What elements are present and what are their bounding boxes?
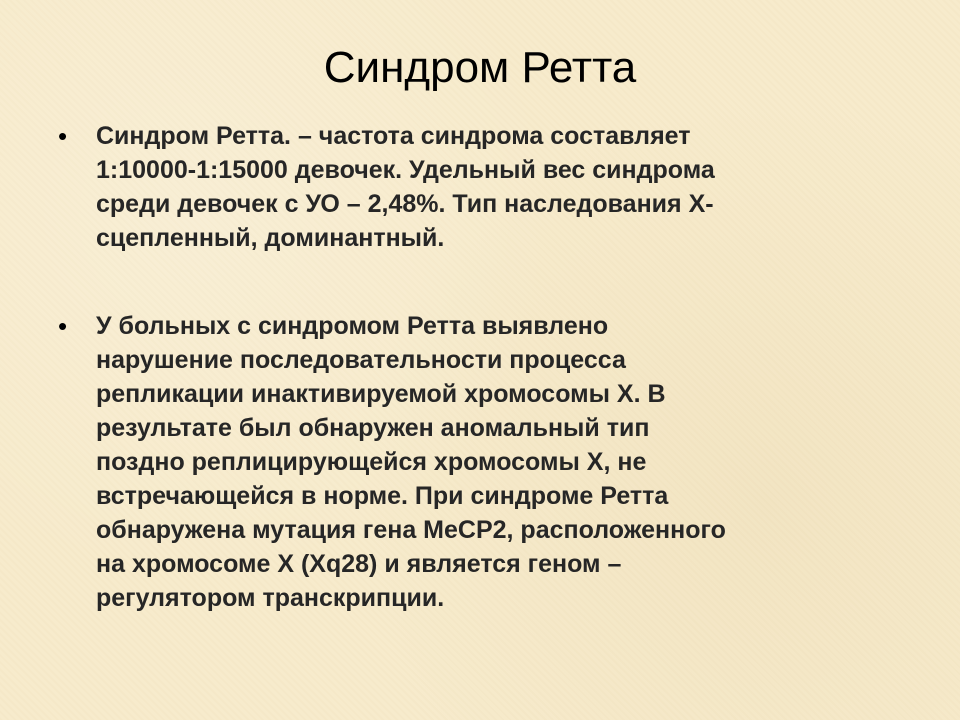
bullet-line: У больных с синдромом Ретта выявлено bbox=[96, 312, 609, 340]
bullet-line: среди девочек с УО – 2,48%. Тип наследования Х- bbox=[96, 190, 714, 218]
slide-title: Синдром Ретта bbox=[323, 43, 637, 92]
bullet-line: нарушение последовательности процесса bbox=[96, 346, 626, 374]
bullet-line: результате был обнаружен аномальный тип bbox=[96, 414, 650, 442]
bullet-marker: • bbox=[58, 311, 68, 341]
bullet-line: встречающейся в норме. При синдроме Ретта bbox=[96, 482, 669, 510]
bullet-line: на хромосоме X (Xq28) и является геном – bbox=[96, 550, 622, 578]
bullet-line: Синдром Ретта. – частота синдрома составляет bbox=[96, 122, 691, 150]
bullet-text bbox=[96, 119, 936, 255]
bullet-line: обнаружена мутация гена MeCP2, расположенного bbox=[96, 516, 726, 544]
bullet-line: сцепленный, доминантный. bbox=[96, 224, 445, 252]
bullet-line: репликации инактивируемой хромосомы Х. В bbox=[96, 380, 666, 408]
bullet-text bbox=[96, 309, 936, 615]
bullet-line: поздно реплицирующейся хромосомы Х, не bbox=[96, 448, 647, 476]
bullet-line: регулятором транскрипции. bbox=[96, 584, 445, 612]
bullet-line: 1:10000-1:15000 девочек. Удельный вес синдрома bbox=[96, 156, 715, 184]
bullet-marker: • bbox=[58, 121, 68, 151]
